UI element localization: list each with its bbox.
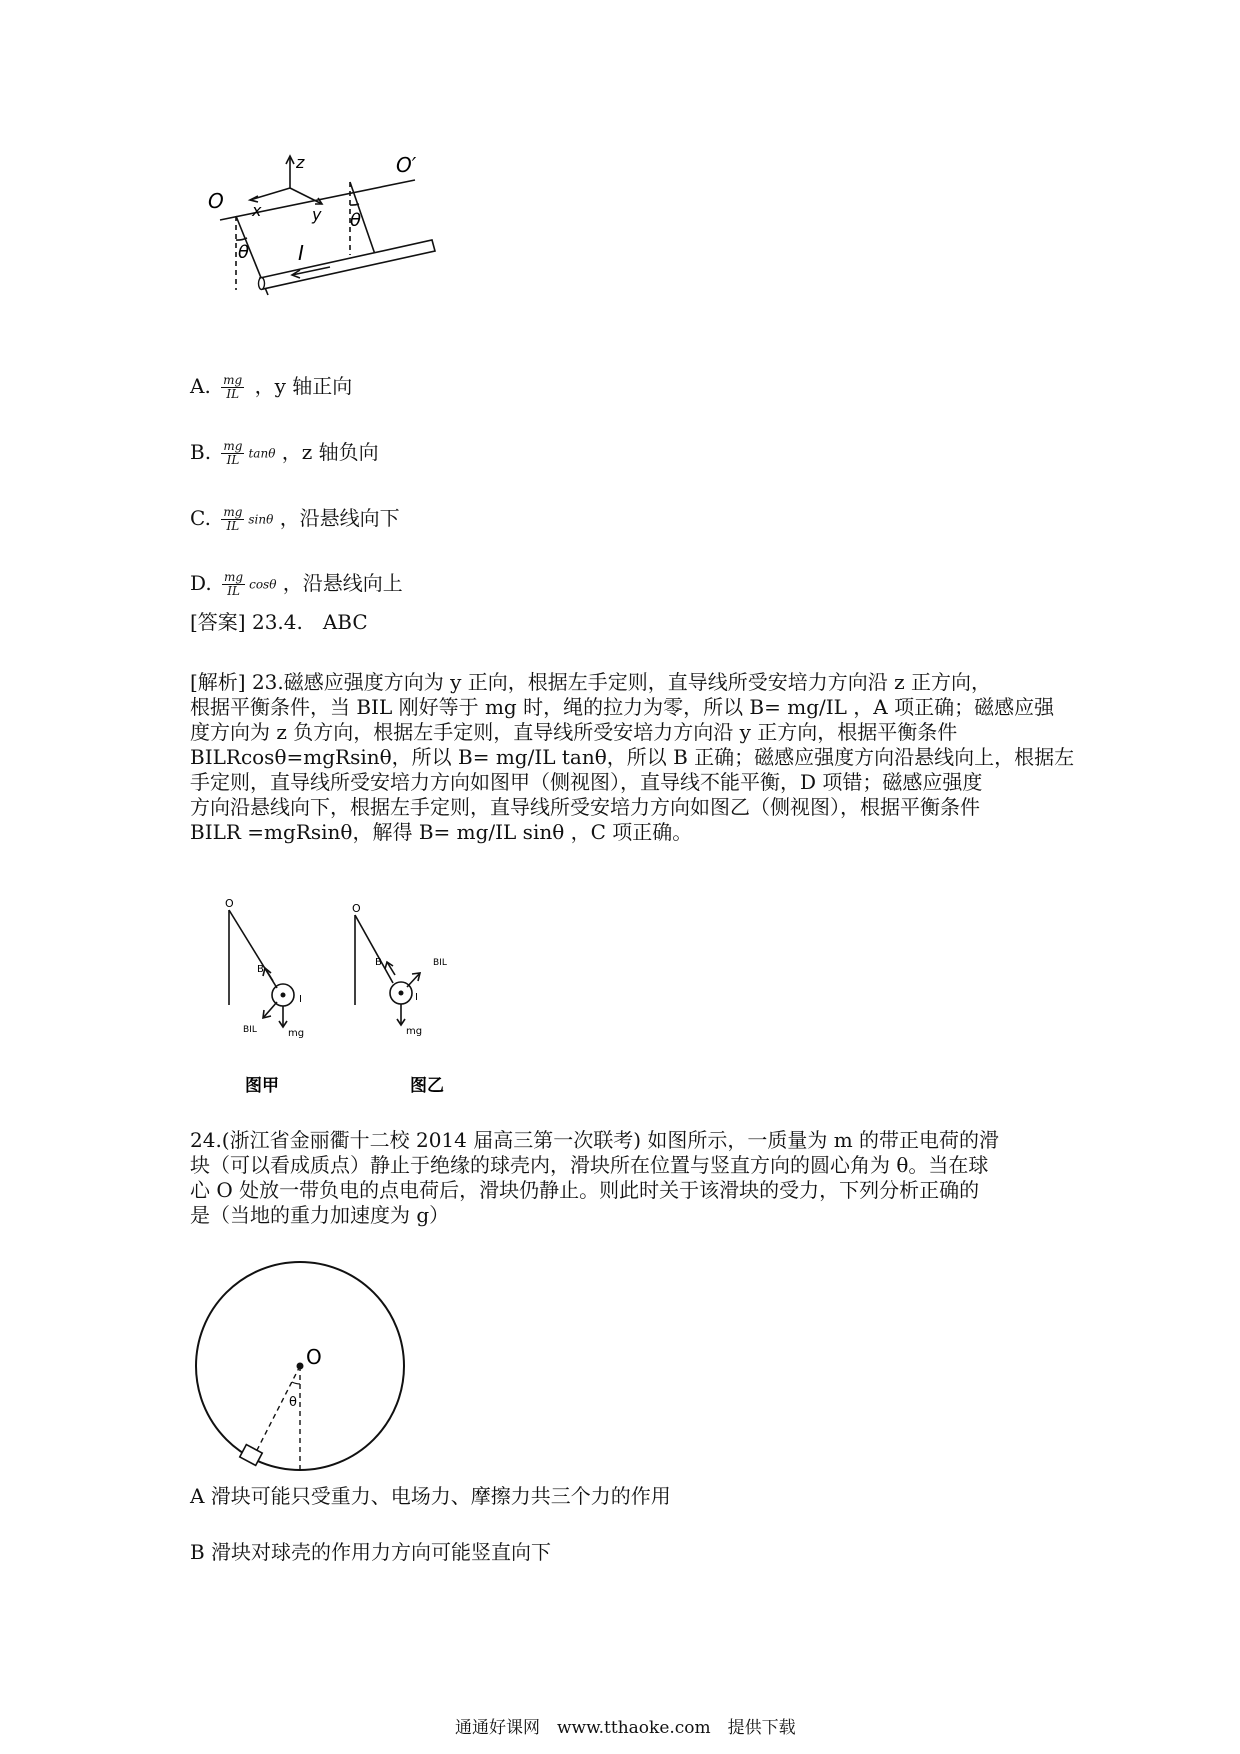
fig-b-BIL: BIL (433, 958, 447, 968)
question-line: 块（可以看成质点）静止于绝缘的球壳内，滑块所在位置与竖直方向的圆心角为 θ。当在球 (190, 1153, 989, 1177)
question-24 (190, 1128, 999, 1228)
fraction (221, 440, 244, 467)
fig-a-BIL: BIL (243, 1025, 257, 1035)
figure-wire-diagram (208, 153, 460, 335)
option-c (190, 506, 400, 533)
fig-a-B: B (257, 964, 264, 975)
fig-a-mg: mg (288, 1028, 305, 1039)
option-d (190, 571, 403, 598)
trig-function: cosθ (249, 577, 277, 592)
fraction (222, 571, 245, 598)
option-letter: A. (190, 374, 211, 398)
question-line: 24.(浙江省金丽衢十二校 2014 届高三第一次联考) 如图所示，一质量为 m 的带正电荷的滑 (190, 1128, 1000, 1152)
label-theta-right: θ (350, 210, 362, 231)
denominator: IL (227, 584, 240, 598)
question-line: 是（当地的重力加速度为 g） (190, 1203, 450, 1227)
numerator: mg (223, 373, 243, 387)
analysis-line: 根据平衡条件，当 BIL 刚好等于 mg 时，绳的拉力为零，所以 B= mg/IL ，A 项正确；磁感应强 (190, 695, 1055, 719)
analysis-line: 度方向为 z 负方向，根据左手定则，直导线所受安培力方向沿 y 正方向，根据平衡条件 (190, 720, 958, 744)
fig-b-O: O (352, 902, 361, 915)
option-letter: C. (190, 506, 211, 530)
label-z: z (296, 153, 305, 172)
figure-side-views (215, 895, 535, 1115)
option-letter: D. (190, 571, 212, 595)
option-text: ，z 轴负向 (281, 440, 379, 464)
option-b (190, 440, 379, 467)
analysis-line: [解析] 23.磁感应强度方向为 y 正向，根据左手定则，直导线所受安培力方向沿 z 正方向， (190, 670, 992, 694)
denominator: IL (226, 519, 240, 533)
option-text: ，y 轴正向 (254, 374, 353, 398)
denominator: IL (226, 387, 240, 401)
numerator: mg (223, 439, 243, 453)
label-O-prime: O′ (396, 153, 417, 177)
analysis-line: 手定则，直导线所受安培力方向如图甲（侧视图），直导线不能平衡，D 项错；磁感应强度 (190, 770, 983, 794)
analysis (190, 670, 1074, 845)
label-center-O: O (306, 1345, 322, 1369)
label-O: O (208, 189, 224, 213)
choice-24-b: B 滑块对球壳的作用力方向可能竖直向下 (190, 1540, 552, 1564)
conductor-rod (259, 240, 436, 290)
analysis-line: BILR =mgRsinθ，解得 B= mg/IL sinθ ，C 项正确。 (190, 820, 693, 844)
choice-24-a: A 滑块可能只受重力、电场力、摩擦力共三个力的作用 (190, 1484, 671, 1508)
trig-function: tanθ (248, 446, 276, 461)
fig-b-mg: mg (406, 1026, 423, 1037)
analysis-line: BILRcosθ=mgRsinθ，所以 B= mg/IL tanθ，所以 B 正确；磁感应强度方向沿悬线向上，根据左 (190, 745, 1075, 769)
option-text: ，沿悬线向下 (279, 506, 400, 530)
fig-a-I: I (299, 994, 302, 1005)
fig-b-I: I (415, 992, 418, 1003)
analysis-line: 方向沿悬线向下，根据左手定则，直导线所受安培力方向如图乙（侧视图），根据平衡条件 (190, 795, 980, 819)
figure-sphere-shell (190, 1260, 420, 1480)
label-theta-left: θ (238, 242, 250, 263)
label-theta: θ (289, 1395, 297, 1410)
question-line: 心 O 处放一带负电的点电荷后，滑块仍静止。则此时关于该滑块的受力，下列分析正确的 (190, 1178, 980, 1202)
numerator: mg (223, 505, 243, 519)
numerator: mg (224, 570, 244, 584)
caption-yi: 图乙 (410, 1076, 444, 1096)
label-y: y (312, 205, 322, 224)
denominator: IL (226, 453, 240, 467)
option-text: ，沿悬线向上 (282, 571, 403, 595)
fraction (221, 374, 244, 401)
answer-text: 23.4. ABC (251, 610, 368, 634)
label-I: I (298, 241, 304, 265)
label-x: x (252, 201, 262, 220)
x-axis (250, 188, 290, 200)
fraction (221, 506, 244, 533)
trig-function: sinθ (248, 512, 274, 527)
answer-label: [答案] (190, 610, 246, 634)
side-view-right (355, 915, 420, 1025)
footer-source: 通通好课网 www.tthaoke.com 提供下载 (455, 1718, 796, 1738)
option-a (190, 374, 352, 401)
fig-a-O: O (225, 897, 234, 910)
answer-line (190, 610, 368, 634)
fig-b-B: B (375, 957, 382, 968)
caption-jia: 图甲 (245, 1076, 279, 1096)
option-letter: B. (190, 440, 212, 464)
